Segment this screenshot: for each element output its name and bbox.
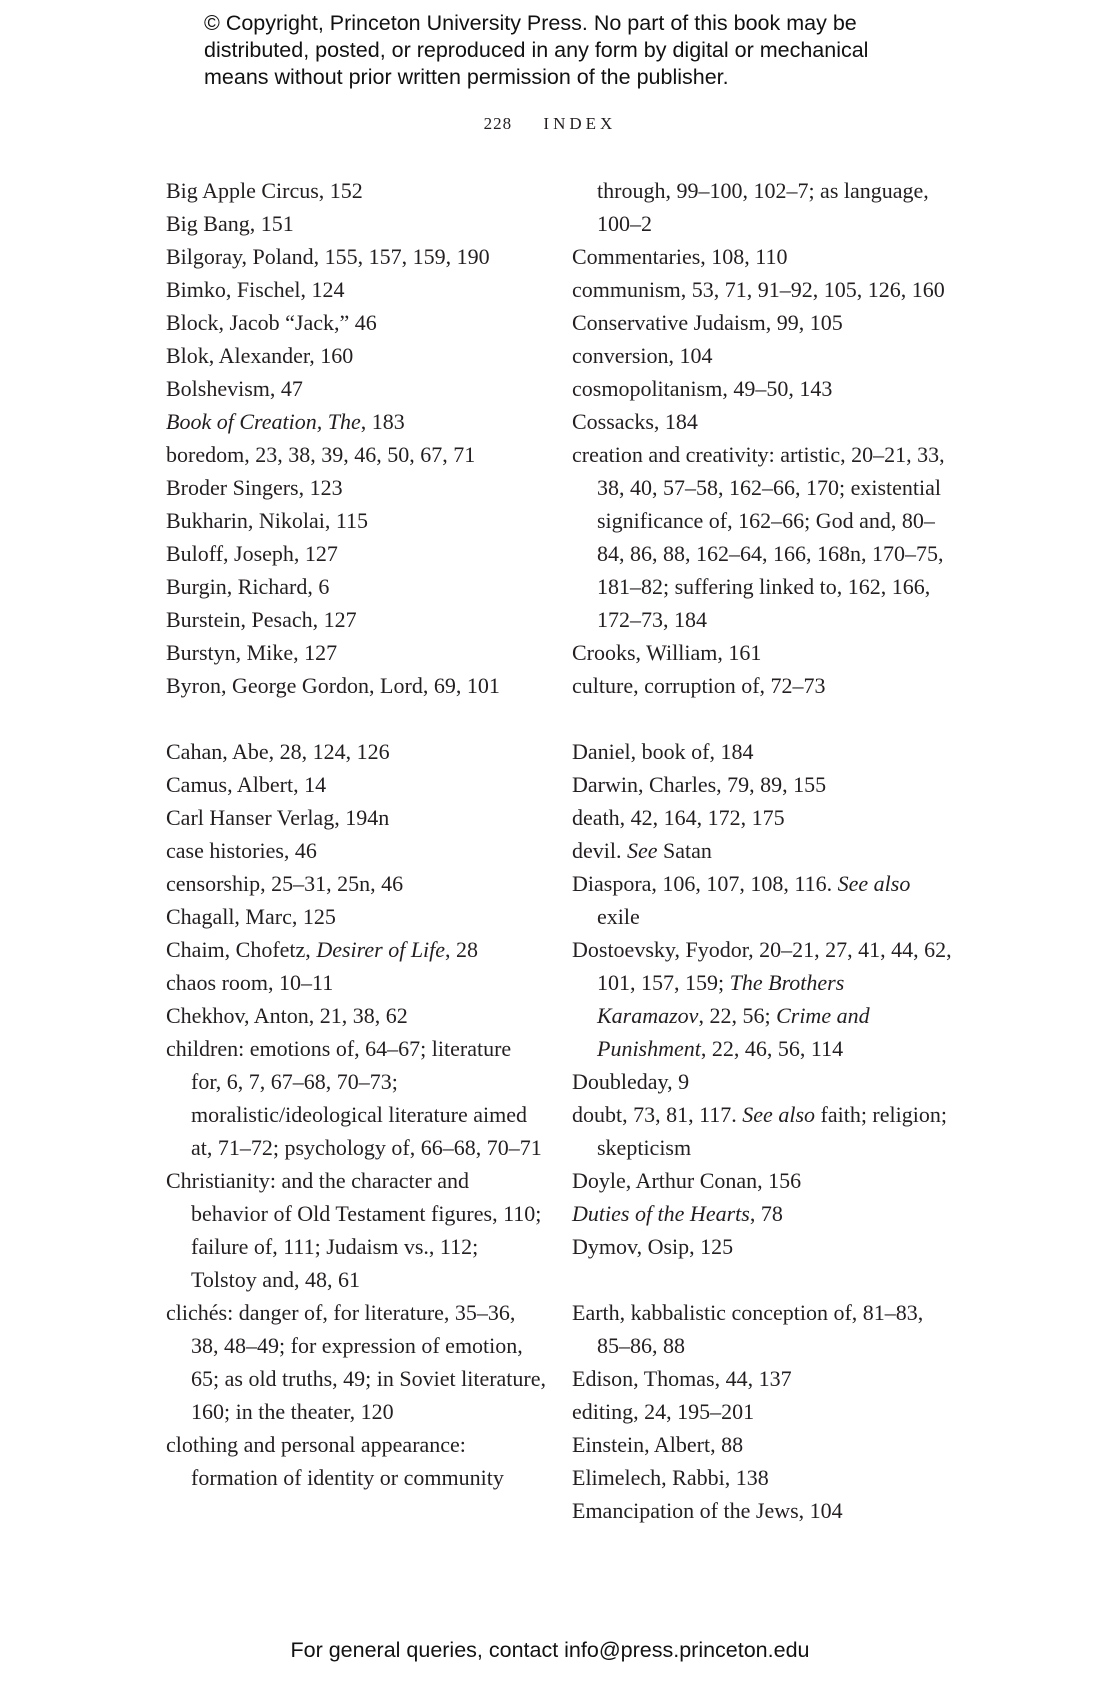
index-entry: Bolshevism, 47 — [166, 376, 303, 401]
cross-reference-target: faith; religion; skepticism — [597, 1102, 947, 1160]
cross-reference-target: Satan — [657, 838, 712, 863]
running-head — [0, 114, 1100, 134]
letter-group-gap — [572, 1263, 952, 1296]
index-entry: Blok, Alexander, 160 — [166, 343, 354, 368]
copyright-line: distributed, posted, or reproduced in any form by digital or mechanical — [204, 38, 869, 62]
index-entry: clichés: danger of, for literature, 35–36, 38, 48–49; for expression of emotion, 65; as old truths, 49; in Soviet literature, 160; in the theater, 120 — [166, 1300, 547, 1424]
entry-name: Diaspora, 106, 107, 108, 116. — [572, 871, 838, 896]
index-entry — [572, 1098, 952, 1164]
book-title: Book of Creation, The — [166, 409, 361, 434]
index-entry — [572, 1197, 952, 1230]
index-column-left — [166, 174, 546, 1494]
page-refs: , 28 — [445, 937, 479, 962]
entry-name: Dostoevsky, Fyodor, 20–21, 27, 41, 44, 62, 101, 157, 159; — [572, 937, 952, 995]
index-entry: Broder Singers, 123 — [166, 475, 343, 500]
index-entry: Emancipation of the Jews, 104 — [572, 1498, 843, 1523]
cross-reference-target: exile — [597, 904, 640, 929]
index-entry: Burgin, Richard, 6 — [166, 574, 330, 599]
index-entry: Carl Hanser Verlag, 194n — [166, 805, 390, 830]
index-entry: Darwin, Charles, 79, 89, 155 — [572, 772, 827, 797]
index-entry: children: emotions of, 64–67; literature for, 6, 7, 67–68, 70–73; moralistic/ideological literature aimed at, 71–72; psychology of, 66–68, 70–71 — [166, 1036, 542, 1160]
index-entry: Byron, George Gordon, Lord, 69, 101 — [166, 673, 500, 698]
index-entry: communism, 53, 71, 91–92, 105, 126, 160 — [572, 277, 945, 302]
index-entry: Cossacks, 184 — [572, 409, 698, 434]
letter-group-gap — [572, 702, 952, 735]
index-entry: Burstein, Pesach, 127 — [166, 607, 357, 632]
see-also-reference: See also — [837, 871, 911, 896]
index-entry: Commentaries, 108, 110 — [572, 244, 788, 269]
index-entry: Earth, kabbalistic conception of, 81–83, 85–86, 88 — [572, 1300, 924, 1358]
index-entry: Dymov, Osip, 125 — [572, 1234, 734, 1259]
letter-group-gap — [166, 702, 546, 735]
index-entry: Elimelech, Rabbi, 138 — [572, 1465, 769, 1490]
index-entry: boredom, 23, 38, 39, 46, 50, 67, 71 — [166, 442, 476, 467]
index-entry: death, 42, 164, 172, 175 — [572, 805, 785, 830]
section-title: INDEX — [543, 114, 617, 133]
footer-contact: For general queries, contact info@press.princeton.edu — [290, 1638, 810, 1662]
page-refs: , 183 — [360, 409, 405, 434]
index-entry: Big Bang, 151 — [166, 211, 294, 236]
page-refs: , 78 — [749, 1201, 783, 1226]
page-refs: , 22, 56; — [698, 1003, 777, 1028]
index-entry: Doubleday, 9 — [572, 1069, 690, 1094]
index-entry: Einstein, Albert, 88 — [572, 1432, 744, 1457]
see-reference: See — [627, 838, 658, 863]
entry-name: devil. — [572, 838, 627, 863]
entry-name: Chaim, Chofetz, — [166, 937, 317, 962]
index-entry: cosmopolitanism, 49–50, 143 — [572, 376, 833, 401]
index-entry: case histories, 46 — [166, 838, 317, 863]
index-entry — [572, 834, 952, 867]
index-entry: editing, 24, 195–201 — [572, 1399, 755, 1424]
index-entry: Doyle, Arthur Conan, 156 — [572, 1168, 802, 1193]
index-entry-continuation: through, 99–100, 102–7; as language, 100–2 — [597, 178, 929, 236]
index-entry: censorship, 25–31, 25n, 46 — [166, 871, 404, 896]
book-title: Duties of the Hearts — [572, 1201, 750, 1226]
index-entry: Daniel, book of, 184 — [572, 739, 754, 764]
index-entry: Big Apple Circus, 152 — [166, 178, 363, 203]
index-entry: Edison, Thomas, 44, 137 — [572, 1366, 792, 1391]
index-entry: Crooks, William, 161 — [572, 640, 762, 665]
book-title: Crime and Punishment — [597, 1003, 870, 1061]
index-entry: Bimko, Fischel, 124 — [166, 277, 345, 302]
index-entry: Camus, Albert, 14 — [166, 772, 327, 797]
index-entry: Chekhov, Anton, 21, 38, 62 — [166, 1003, 408, 1028]
index-entry: clothing and personal appearance: formation of identity or community — [166, 1432, 504, 1490]
index-entry: culture, corruption of, 72–73 — [572, 673, 826, 698]
book-title: The Brothers Karamazov — [597, 970, 845, 1028]
see-also-reference: See also — [742, 1102, 815, 1127]
index-entry — [166, 933, 546, 966]
index-entry: Buloff, Joseph, 127 — [166, 541, 338, 566]
book-title: Desirer of Life — [316, 937, 446, 962]
entry-name: doubt, 73, 81, 117. — [572, 1102, 743, 1127]
page-refs: , 22, 46, 56, 114 — [700, 1036, 844, 1061]
index-entry: Conservative Judaism, 99, 105 — [572, 310, 843, 335]
copyright-line: © Copyright, Princeton University Press. No part of this book may be — [204, 11, 857, 35]
index-entry: conversion, 104 — [572, 343, 713, 368]
copyright-line: means without prior written permission of the publisher. — [204, 65, 729, 89]
index-entry — [166, 405, 546, 438]
index-entry — [572, 933, 952, 1065]
index-entry: Block, Jacob “Jack,” 46 — [166, 310, 377, 335]
index-entry: Bukharin, Nikolai, 115 — [166, 508, 369, 533]
index-entry: Burstyn, Mike, 127 — [166, 640, 338, 665]
index-entry — [572, 867, 952, 933]
index-entry: Bilgoray, Poland, 155, 157, 159, 190 — [166, 244, 490, 269]
index-entry: Cahan, Abe, 28, 124, 126 — [166, 739, 390, 764]
page-number: 228 — [483, 114, 513, 133]
index-column-right — [572, 174, 952, 1527]
index-entry: creation and creativity: artistic, 20–21, 33, 38, 40, 57–58, 162–66, 170; existential significance of, 162–66; God and, 80–84, 86, 88, 162–64, 166, 168n, 170–75, 181–82; suffering linked to, 162, 166, 172–73, 184 — [572, 442, 945, 632]
copyright-notice — [204, 10, 924, 91]
index-entry: chaos room, 10–11 — [166, 970, 334, 995]
index-entry: Chagall, Marc, 125 — [166, 904, 336, 929]
index-entry: Christianity: and the character and behavior of Old Testament figures, 110; failure of, 111; Judaism vs., 112; Tolstoy and, 48, 61 — [166, 1168, 542, 1292]
